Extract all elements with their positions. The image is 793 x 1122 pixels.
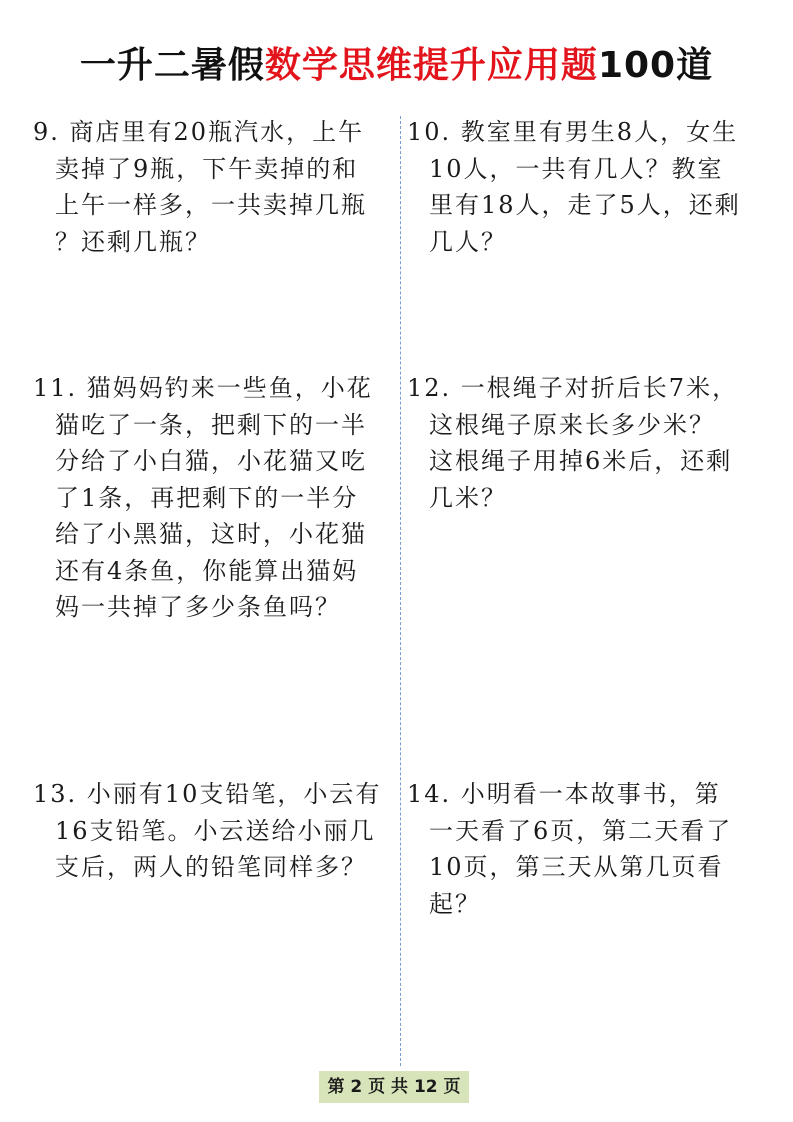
title-suffix: 100道 — [597, 45, 714, 86]
problem-line: 一天看了6页，第二天看了 — [429, 816, 733, 845]
problem-9 — [33, 114, 367, 260]
problem-line: 11. 猫妈妈钓来一些鱼，小花 — [33, 374, 373, 402]
problem-line: 卖掉了9瓶，下午卖掉的和 — [55, 154, 359, 183]
problem-line: 16支铅笔。小云送给小丽几 — [55, 816, 376, 845]
problem-line: 14. 小明看一本故事书，第 — [407, 780, 721, 808]
problem-line: 这根绳子原来长多少米？ — [429, 410, 715, 439]
problem-line: 10人，一共有几人？教室 — [429, 154, 724, 183]
problem-line: 分给了小白猫，小花猫又吃 — [55, 447, 367, 475]
title-prefix: 一升二暑假 — [79, 45, 265, 86]
problem-13 — [33, 776, 381, 886]
problem-line: 起？ — [429, 889, 481, 918]
problem-line: 9. 商店里有20瓶汽水，上午 — [33, 118, 365, 146]
problem-line: 13. 小丽有10支铅笔，小云有 — [33, 780, 382, 808]
page-number-badge: 第 2 页 共 12 页 — [319, 1071, 469, 1103]
problem-line: 给了小黑猫，这时，小花猫 — [55, 520, 367, 548]
problem-14 — [407, 776, 732, 922]
problem-line: 几米？ — [429, 483, 507, 512]
problem-line: 上午一样多，一共卖掉几瓶 — [55, 191, 367, 219]
problem-12 — [407, 370, 738, 516]
problem-line: 12. 一根绳子对折后长7米， — [407, 374, 739, 402]
problem-line: ？还剩几瓶？ — [55, 227, 211, 256]
problem-line: 里有18人，走了5人，还剩 — [429, 191, 741, 219]
problem-11 — [33, 370, 373, 626]
problem-10 — [407, 114, 741, 260]
problem-line: 10. 教室里有男生8人，女生 — [407, 118, 739, 146]
title-highlight: 数学思维提升应用题 — [264, 45, 598, 86]
problem-line: 几人？ — [429, 227, 507, 256]
problem-line: 猫吃了一条，把剩下的一半 — [55, 410, 367, 439]
page-title — [0, 40, 793, 92]
problem-line: 支后，两人的铅笔同样多？ — [55, 853, 367, 881]
problem-line: 10页，第三天从第几页看 — [429, 853, 724, 881]
problem-line: 了1条，再把剩下的一半分 — [55, 483, 359, 512]
problem-line: 还有4条鱼，你能算出猫妈 — [55, 556, 359, 585]
problem-line: 这根绳子用掉6米后，还剩 — [429, 447, 733, 475]
problem-line: 妈一共掉了多少条鱼吗？ — [55, 593, 341, 621]
column-divider — [400, 116, 401, 1066]
